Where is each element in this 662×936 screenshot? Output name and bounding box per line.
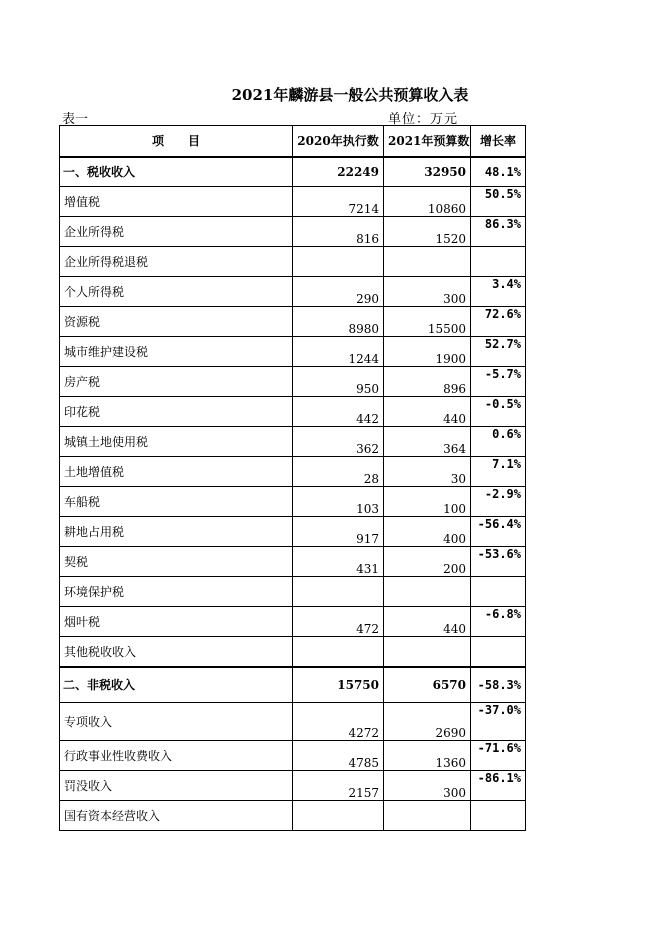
- item-name: 契税: [60, 547, 293, 577]
- unit-label: 单位：万元: [388, 112, 459, 127]
- budget-2021-value: 440: [384, 607, 471, 637]
- executed-2020-value: 28: [293, 457, 384, 487]
- item-name: 资源税: [60, 307, 293, 337]
- budget-2021-value: 2690: [384, 703, 471, 741]
- item-name: 烟叶税: [60, 607, 293, 637]
- table-row: [60, 457, 526, 487]
- item-name: 环境保护税: [60, 577, 293, 607]
- category-label: 二、非税收入: [60, 667, 293, 703]
- growth-value: [471, 801, 526, 831]
- column-header-item: 项 目: [60, 126, 293, 157]
- table-label: 表一: [62, 112, 89, 127]
- budget-2021-value: 364: [384, 427, 471, 457]
- budget-2021-value: 200: [384, 547, 471, 577]
- category-row-tax: [60, 157, 526, 187]
- table-row: [60, 187, 526, 217]
- table-row: [60, 547, 526, 577]
- executed-2020-value: [293, 247, 384, 277]
- growth-value: -37.0%: [471, 703, 526, 741]
- executed-2020-value: [293, 801, 384, 831]
- growth-value: 0.6%: [471, 427, 526, 457]
- column-header-growth: 增长率: [471, 126, 526, 157]
- table-header-row: [60, 126, 526, 157]
- budget-2021-value: 32950: [384, 157, 471, 187]
- item-name: 增值税: [60, 187, 293, 217]
- budget-2021-value: 896: [384, 367, 471, 397]
- item-name: 土地增值税: [60, 457, 293, 487]
- budget-2021-value: 30: [384, 457, 471, 487]
- growth-value: -58.3%: [471, 667, 526, 703]
- table-row: [60, 607, 526, 637]
- executed-2020-value: 472: [293, 607, 384, 637]
- item-name: 房产税: [60, 367, 293, 397]
- table-row: [60, 307, 526, 337]
- growth-value: 7.1%: [471, 457, 526, 487]
- growth-value: -86.1%: [471, 771, 526, 801]
- growth-value: -2.9%: [471, 487, 526, 517]
- budget-2021-value: 10860: [384, 187, 471, 217]
- table-row: [60, 367, 526, 397]
- budget-2021-value: 300: [384, 277, 471, 307]
- table-row: [60, 487, 526, 517]
- item-name: 耕地占用税: [60, 517, 293, 547]
- growth-value: 3.4%: [471, 277, 526, 307]
- item-name: 城镇土地使用税: [60, 427, 293, 457]
- budget-2021-value: 100: [384, 487, 471, 517]
- table-row: [60, 427, 526, 457]
- growth-value: 86.3%: [471, 217, 526, 247]
- table-row: [60, 517, 526, 547]
- growth-value: -53.6%: [471, 547, 526, 577]
- executed-2020-value: 8980: [293, 307, 384, 337]
- budget-2021-value: 1900: [384, 337, 471, 367]
- executed-2020-value: 103: [293, 487, 384, 517]
- item-name: 罚没收入: [60, 771, 293, 801]
- budget-2021-value: [384, 247, 471, 277]
- table-row: [60, 217, 526, 247]
- table-row: [60, 741, 526, 771]
- table-row: [60, 577, 526, 607]
- item-name: 国有资本经营收入: [60, 801, 293, 831]
- budget-2021-value: 400: [384, 517, 471, 547]
- item-name: 其他税收收入: [60, 637, 293, 667]
- budget-2021-value: [384, 801, 471, 831]
- item-name: 行政事业性收费收入: [60, 741, 293, 771]
- executed-2020-value: 22249: [293, 157, 384, 187]
- growth-value: -56.4%: [471, 517, 526, 547]
- growth-value: [471, 247, 526, 277]
- executed-2020-value: 816: [293, 217, 384, 247]
- growth-value: -0.5%: [471, 397, 526, 427]
- executed-2020-value: 442: [293, 397, 384, 427]
- table-row: [60, 637, 526, 667]
- tax-items: [60, 187, 526, 667]
- item-name: 个人所得税: [60, 277, 293, 307]
- page-title: 2021年麟游县一般公共预算收入表: [231, 86, 469, 104]
- growth-value: 50.5%: [471, 187, 526, 217]
- executed-2020-value: 431: [293, 547, 384, 577]
- budget-table: [59, 125, 526, 831]
- budget-2021-value: 1360: [384, 741, 471, 771]
- growth-value: 72.6%: [471, 307, 526, 337]
- item-name: 城市维护建设税: [60, 337, 293, 367]
- growth-value: 52.7%: [471, 337, 526, 367]
- executed-2020-value: 950: [293, 367, 384, 397]
- budget-2021-value: 15500: [384, 307, 471, 337]
- executed-2020-value: 2157: [293, 771, 384, 801]
- budget-2021-value: 6570: [384, 667, 471, 703]
- budget-2021-value: 1520: [384, 217, 471, 247]
- executed-2020-value: 1244: [293, 337, 384, 367]
- growth-value: -6.8%: [471, 607, 526, 637]
- budget-2021-value: [384, 637, 471, 667]
- category-row-nontax: [60, 667, 526, 703]
- executed-2020-value: [293, 637, 384, 667]
- table-row: [60, 247, 526, 277]
- column-header-budget-2021: 2021年预算数: [384, 126, 471, 157]
- growth-value: -5.7%: [471, 367, 526, 397]
- item-name: 车船税: [60, 487, 293, 517]
- growth-value: [471, 577, 526, 607]
- executed-2020-value: [293, 577, 384, 607]
- executed-2020-value: 15750: [293, 667, 384, 703]
- budget-2021-value: [384, 577, 471, 607]
- item-name: 企业所得税退税: [60, 247, 293, 277]
- executed-2020-value: 362: [293, 427, 384, 457]
- item-name: 印花税: [60, 397, 293, 427]
- executed-2020-value: 4272: [293, 703, 384, 741]
- budget-2021-value: 440: [384, 397, 471, 427]
- growth-value: [471, 637, 526, 667]
- executed-2020-value: 4785: [293, 741, 384, 771]
- growth-value: 48.1%: [471, 157, 526, 187]
- executed-2020-value: 290: [293, 277, 384, 307]
- growth-value: -71.6%: [471, 741, 526, 771]
- item-name: 专项收入: [60, 703, 293, 741]
- category-label: 一、税收收入: [60, 157, 293, 187]
- column-header-executed-2020: 2020年执行数: [293, 126, 384, 157]
- table-row: [60, 703, 526, 741]
- nontax-items: [60, 703, 526, 831]
- item-name: 企业所得税: [60, 217, 293, 247]
- budget-2021-value: 300: [384, 771, 471, 801]
- table-row: [60, 771, 526, 801]
- table-row: [60, 277, 526, 307]
- executed-2020-value: 917: [293, 517, 384, 547]
- executed-2020-value: 7214: [293, 187, 384, 217]
- table-row: [60, 337, 526, 367]
- table-row: [60, 801, 526, 831]
- table-row: [60, 397, 526, 427]
